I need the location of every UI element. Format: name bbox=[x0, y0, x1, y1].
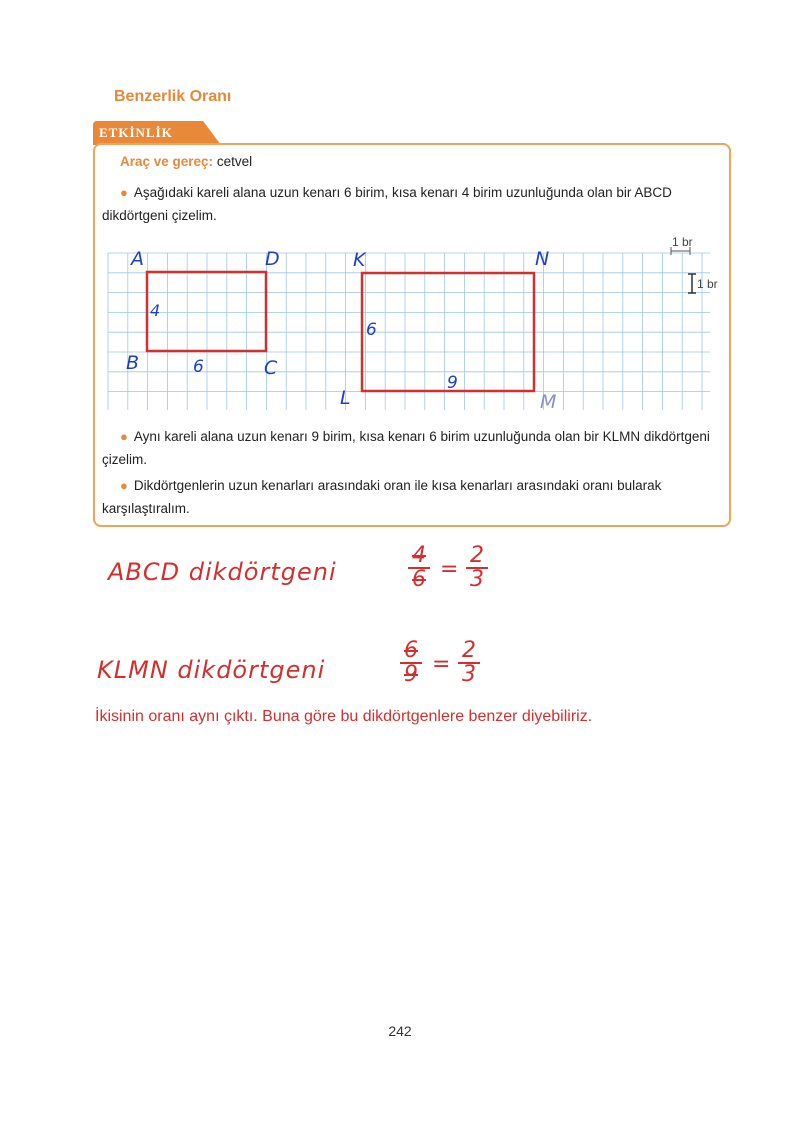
klmn-result bbox=[458, 640, 480, 686]
vertex-k: K bbox=[353, 249, 366, 271]
klmn-denominator: 9 bbox=[404, 662, 418, 687]
abcd-side-short: 4 bbox=[150, 301, 161, 320]
bullet-3-text: Dikdörtgenlerin uzun kenarları arasındaki oran ile kısa kenarları arasındaki oranı bularak karşılaştıralım. bbox=[102, 478, 662, 516]
klmn-fraction bbox=[400, 640, 422, 686]
tools-value: cetvel bbox=[216, 154, 253, 169]
abcd-fraction bbox=[408, 545, 430, 591]
klmn-numerator: 6 bbox=[404, 638, 418, 663]
tools-label: Araç ve gereç: bbox=[120, 154, 214, 169]
abcd-numerator: 4 bbox=[412, 543, 426, 568]
abcd-result bbox=[466, 545, 488, 591]
abcd-result-num: 2 bbox=[470, 543, 484, 568]
bullet-3 bbox=[102, 474, 720, 520]
rect-abcd bbox=[147, 272, 266, 351]
bullet-2-text: Aynı kareli alana uzun kenarı 9 birim, kısa kenarı 6 birim uzunluğunda olan bir KLMN dikdörtgeni çizelim. bbox=[102, 429, 710, 467]
bullet-1-text: Aşağıdaki kareli alana uzun kenarı 6 birim, kısa kenarı 4 birim uzunluğunda olan bir ABCD dikdörtgeni çizelim. bbox=[102, 185, 672, 223]
klmn-result-den: 3 bbox=[462, 662, 476, 687]
klmn-side-short: 6 bbox=[366, 320, 377, 340]
vertex-a: A bbox=[131, 248, 144, 270]
vertex-m: M bbox=[540, 391, 557, 413]
section-title: Benzerlik Oranı bbox=[114, 88, 232, 105]
unit-h-label: 1 br bbox=[672, 235, 693, 249]
grid-lines bbox=[108, 253, 710, 410]
activity-tag-label: ETKİNLİK bbox=[99, 125, 173, 140]
bullet-dot: ● bbox=[120, 429, 128, 444]
vertex-n: N bbox=[535, 248, 550, 270]
vertex-c: C bbox=[264, 357, 278, 379]
klmn-result-num: 2 bbox=[462, 638, 476, 663]
vertex-b: B bbox=[126, 352, 140, 374]
bullet-dot: ● bbox=[120, 478, 128, 493]
abcd-side-long: 6 bbox=[193, 357, 204, 377]
conclusion-text: İkisinin oranı aynı çıktı. Buna göre bu dikdörtgenlere benzer diyebiliriz. bbox=[95, 708, 593, 725]
bullet-2 bbox=[102, 425, 720, 471]
bullet-dot: ● bbox=[120, 185, 128, 200]
abcd-answer-label: ABCD dikdörtgeni bbox=[108, 558, 337, 586]
abcd-equals: = bbox=[440, 557, 459, 582]
klmn-side-long: 9 bbox=[447, 373, 458, 393]
page-number: 242 bbox=[388, 1023, 412, 1039]
klmn-answer-label: KLMN dikdörtgeni bbox=[97, 656, 326, 684]
klmn-equals: = bbox=[432, 652, 451, 677]
abcd-result-den: 3 bbox=[470, 567, 484, 592]
vertex-d: D bbox=[265, 248, 280, 270]
abcd-denominator: 6 bbox=[412, 567, 426, 592]
unit-v-label: 1 br bbox=[697, 277, 718, 291]
vertex-l: L bbox=[340, 387, 351, 409]
